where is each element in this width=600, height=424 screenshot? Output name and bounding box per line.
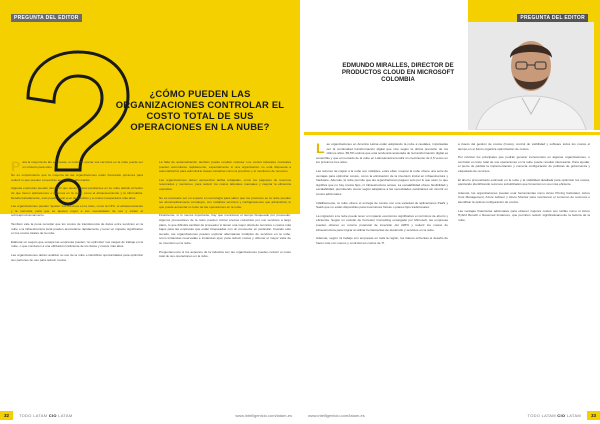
author-byline: EDMUNDO MIRALLES, DIRECTOR DE PRODUCTOS CLOUD EN MICROSOFT COLOMBIA [341, 62, 455, 84]
paragraph: Por rubricar los principales que podrán generar incrementos en algunas organizaciones, o controlar el costo total de sus operaciones en la nube puede resultar interesante. Para ayudar, el punto de partida la implementación y correcta configuración de políticas de gobernanza y etiquetado de recursos. [458, 155, 590, 173]
magazine-brand: TODO LATAM CIO LATAM [19, 412, 73, 418]
paragraph: No es sorprendente que la mayoría de las organizaciones están buscando opciones para reducir lo que pueden convertirse en un costo abrumador. [11, 173, 143, 182]
right-column-1 [316, 142, 448, 249]
byline-divider [304, 132, 600, 135]
paragraph: La migración a la nube puede tener un impacto económico significativo en términos de ahorro y eficiencia. Según un estudio de Forrester Consulting encargado por Microsoft, las empresas pueden obtener un retorno potencial de inversión del 228% y reducir los costos de infraestructura para migrar al utilizar herramientas de desarrollo y servicios en la nube. [316, 213, 448, 232]
section-tag: PREGUNTA DEL EDITOR [11, 14, 82, 22]
paragraph: Finalmente, si lo menos importante, hay que mencionar el tiempo bloqueado por proveedor. Algunos proveedores de la nube pueden cobrar precios reducidos por sus servicios a largo plazo, lo que dificulta cambiar de proveedor si tienen una mejor oferta de servicios o costos más bajos para las empresas que están bloqueadas con un proveedor en particular. Cuando esto sucede, las organizaciones pueden explorar alternativas múltiples de servicios en la nube, como instancias reservadas e instancias spot, para reducir costos y obtener el mayor valor de su inversión en la nube. [159, 213, 291, 245]
page-number: 33 [587, 411, 600, 420]
paragraph: Las organizaciones deben analizar su uso de la nube e identificar oportunidades para optimizar sus patrones de uso para reducir costos. [11, 252, 143, 262]
magazine-brand: TODO LATAM CIO LATAM [527, 412, 581, 418]
paragraph: También vale la pena recordar que los costos de transferencia de datos entre servicios en la nube o la infraestructura local pueden acumularse rápidamente y tener un impacto significativo en los costos totales de la nube. [11, 221, 143, 236]
paragraph: a través del gestión de costos (Costo), control de visibilidad y software todos los costos el tiempo en el futuro organiza optimización de costos. [458, 142, 590, 151]
paragraph: Preguntémonos si los aspectos de la industria son las organizaciones pueden reducir el costo total de sus operaciones en la nube. [159, 249, 291, 259]
paragraph: Además, las organizaciones pueden usar herramientas como Azure Pricing Calculator, Azure Cost Management, Azure Advisor y Azure Monitor para monitorear el consumo de recursos e identificar la óptima configuración de costos. [458, 190, 590, 204]
paragraph: Las organizaciones pueden 'ajustar' sus recursos en la nube, como la CPU, el almacenamiento y la memoria, para que se ajusten mejor a sus necesidades de uso y eviten el sobreaprovisionamiento. [11, 204, 143, 218]
paragraph: Las organizaciones en América Latina están adoptando la nube a raudales, impulsadas por la continuidad transformación digital que vive según la última previsión de los últimos años. 89,5% estima que esta tendencia acelerada de la transformación digital es sostenible y que el mercado de la nube en Latinoamérica tendrá un crecimiento de 2,5 veces en los próximos tres años. [316, 140, 448, 165]
magazine-url[interactable]: www.intelligentcio.com/latam-es [308, 412, 365, 418]
drop-cap: P [11, 158, 21, 174]
paragraph: Infaliblemente, la nube ofrece el entrega de costos con una variedad de aplicaciones PaaS y SaaS que no están disponibles para inversiones físicas o planes fijos tradicionales. [316, 200, 448, 210]
paragraph: Las razones de migrar a la nube son múltiples, entre ellas: mejorar la nube ofrece una serie de ventajas para optimizar costos, como la eliminación de la inversión inicial en infraestructura y hardware. Además, la nube permite que las organizaciones paguen solo por lo que usan, lo que significa que no hay costos fijos, ni infraestructura ociosa. La escalabilidad ofrece flexibilidad y escalabilidad, permitiendo crecer según adaptarse a las necesidades cambiantes sin incurrir en costos adicionales. [316, 168, 448, 196]
paragraph: Además, según mi trabajo con empresas en toda la región, los líderes enfrentan el desafío de hacer más con menos y controlar los costos de TI. [316, 236, 448, 245]
paragraph: El ahorro pronosticado estimado en la nube y la visibilidad detallada para optimizar los costos, aportando identificando recursos subutilizados que fomentan un uso más eficiente. [458, 177, 590, 187]
article-headline: ¿CÓMO PUEDEN LAS ORGANIZACIONES CONTROLAR EL COSTO TOTAL DE SUS OPERACIONES EN LA NUBE? [115, 88, 285, 132]
paragraph: La falta de automatización también puede resultar costosa. Los costos laborales manuales pueden acumularse rápidamente, especialmente si una organización no está dispuesta a automatizarlos para administrar tareas rutinarias como la provisión y el monitoreo de recursos. [159, 160, 291, 174]
paragraph: Las ventajas financieras adicionales para obtener mejores costos son tarifas como el Azure Hybrid Benefit o Reserved Instances, que permiten reducir significativamente la factura de la nube. [458, 208, 590, 222]
paragraph: Elaborar un seguro que escape las empresas pueden 'no optimizar' sus cargas de trabajo en la nube, o que conducen a una utilización ineficiente de los datos y costos más altos. [11, 239, 143, 249]
right-column-2 [458, 142, 590, 226]
author-photo [468, 22, 594, 130]
page-footer [0, 406, 300, 424]
paragraph: No es necesario ser un experto en tecnología para saber que los procesos en la nube pueden ser abrumadoramente complejos, con múltiples servicios y configuraciones que administrar, lo que puede aumentar el costo de las operaciones en la nube. [159, 195, 291, 209]
right-page [300, 0, 600, 424]
left-column-1 [11, 160, 143, 266]
paragraph: Las organizaciones deben aprovechar tarifas rebajadas, como los paquetes de recursos reservados y monitoreo, para reducir los costos laborales manuales y mejorar la eficiencia operativa. [159, 177, 291, 191]
magazine-url[interactable]: www.intelligentcio.com/latam-es [235, 412, 292, 418]
left-columns [11, 160, 291, 404]
left-column-2 [159, 160, 291, 263]
page-number: 32 [0, 411, 13, 420]
paragraph: Algunas empresas pueden descubrir que tienen costos pendientes en su nube debido al hecho de que tienen aplicaciones o recursos en la nube, como el almacenamiento y la informática. Desafortunadamente, esto puede llevar a un desperdicio y a costos inesperados más altos. [11, 186, 143, 200]
drop-cap: L [316, 140, 325, 156]
page-footer [300, 406, 600, 424]
section-tag: PREGUNTA DEL EDITOR [517, 14, 588, 22]
paragraph: Para la mayoría de las empresas, el costo de operar sus servicios en la nube puede ser un misterio para ellos. [11, 158, 143, 174]
